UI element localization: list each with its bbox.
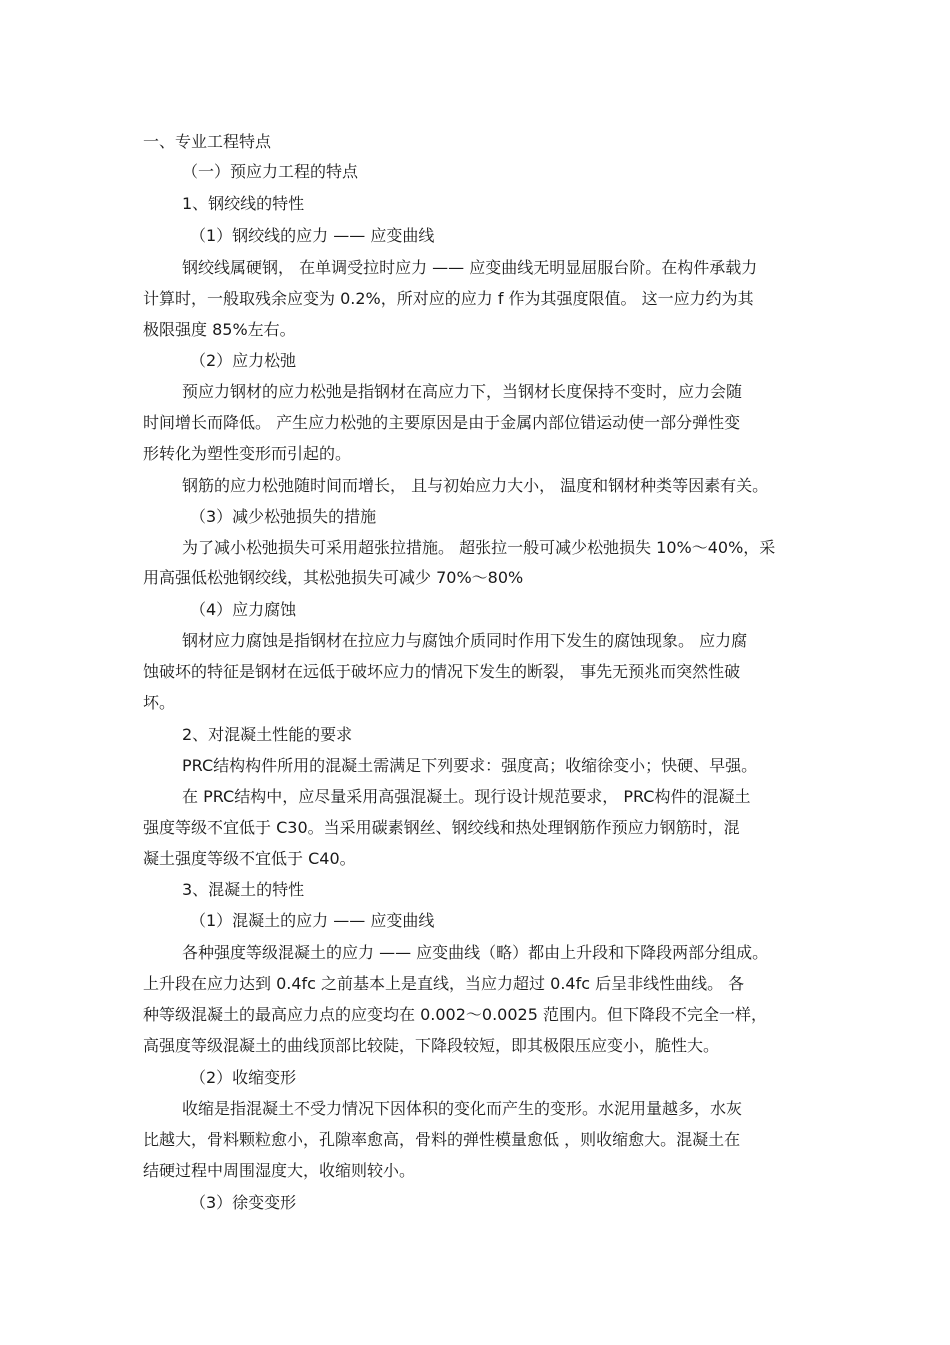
heading-point-3: （3）减少松弛损失的措施 xyxy=(190,507,377,526)
paragraph-line: 强度等级不宜低于 C30。当采用碳素钢丝、钢绞线和热处理钢筋作预应力钢筋时，混 xyxy=(143,818,740,837)
heading-point-5: （1）混凝土的应力 —— 应变曲线 xyxy=(190,911,435,930)
heading-point-4: （4）应力腐蚀 xyxy=(190,600,297,619)
paragraph-line: 比越大，骨料颗粒愈小，孔隙率愈高，骨料的弹性模量愈低 ，则收缩愈大。混凝土在 xyxy=(143,1130,741,1149)
paragraph-line: 在 PRC结构中，应尽量采用高强混凝土。现行设计规范要求， PRC构件的混凝土 xyxy=(182,787,751,806)
heading-point-2: （2）应力松弛 xyxy=(190,351,297,370)
paragraph-line: 各种强度等级混凝土的应力 —— 应变曲线（略）都由上升段和下降段两部分组成。 xyxy=(182,943,769,962)
heading-item-2: 2、对混凝土性能的要求 xyxy=(182,725,353,744)
paragraph-line: 极限强度 85%左右。 xyxy=(143,320,296,339)
paragraph-line: 为了减小松弛损失可采用超张拉措施。 超张拉一般可减少松弛损失 10%～40%，采 xyxy=(182,538,776,557)
heading-section-1: 一、专业工程特点 xyxy=(143,132,272,151)
heading-subsection-1: （一）预应力工程的特点 xyxy=(182,162,359,181)
paragraph-line: 坏。 xyxy=(143,693,176,712)
paragraph-line: 蚀破坏的特征是钢材在远低于破坏应力的情况下发生的断裂， 事先无预兆而突然性破 xyxy=(143,662,741,681)
paragraph-line: 时间增长而降低。 产生应力松弛的主要原因是由于金属内部位错运动使一部分弹性变 xyxy=(143,413,741,432)
paragraph-line: 形转化为塑性变形而引起的。 xyxy=(143,444,352,463)
paragraph-line: 上升段在应力达到 0.4fc 之前基本上是直线，当应力超过 0.4fc 后呈非线性曲线。 各 xyxy=(143,974,745,993)
paragraph-line: 结硬过程中周围湿度大，收缩则较小。 xyxy=(143,1161,416,1180)
paragraph-line: 凝土强度等级不宜低于 C40。 xyxy=(143,849,356,868)
paragraph-line: 高强度等级混凝土的曲线顶部比较陡，下降段较短，即其极限压应变小，脆性大。 xyxy=(143,1036,720,1055)
paragraph-line: 种等级混凝土的最高应力点的应变均在 0.002～0.0025 范围内。但下降段不完全一样， xyxy=(143,1005,767,1024)
paragraph-line: 钢绞线属硬钢， 在单调受拉时应力 —— 应变曲线无明显屈服台阶。在构件承载力 xyxy=(182,258,758,277)
heading-point-6: （2）收缩变形 xyxy=(190,1068,297,1087)
paragraph-line: PRC结构构件所用的混凝土需满足下列要求：强度高；收缩徐变小；快硬、早强。 xyxy=(182,756,758,775)
paragraph-line: 钢材应力腐蚀是指钢材在拉应力与腐蚀介质同时作用下发生的腐蚀现象。 应力腐 xyxy=(182,631,748,650)
heading-point-1: （1）钢绞线的应力 —— 应变曲线 xyxy=(190,226,435,245)
paragraph-line: 预应力钢材的应力松弛是指钢材在高应力下，当钢材长度保持不变时，应力会随 xyxy=(182,382,743,401)
paragraph-line: 收缩是指混凝土不受力情况下因体积的变化而产生的变形。水泥用量越多，水灰 xyxy=(182,1099,743,1118)
paragraph-line: 计算时，一般取残余应变为 0.2%，所对应的应力 f 作为其强度限值。 这一应力约为其 xyxy=(143,289,754,308)
heading-item-1: 1、钢绞线的特性 xyxy=(182,194,305,213)
heading-point-7: （3）徐变变形 xyxy=(190,1193,297,1212)
paragraph-line: 用高强低松弛钢绞线，其松弛损失可减少 70%～80% xyxy=(143,568,524,587)
heading-item-3: 3、混凝土的特性 xyxy=(182,880,305,899)
paragraph-line: 钢筋的应力松弛随时间而增长， 且与初始应力大小， 温度和钢材种类等因素有关。 xyxy=(182,476,769,495)
